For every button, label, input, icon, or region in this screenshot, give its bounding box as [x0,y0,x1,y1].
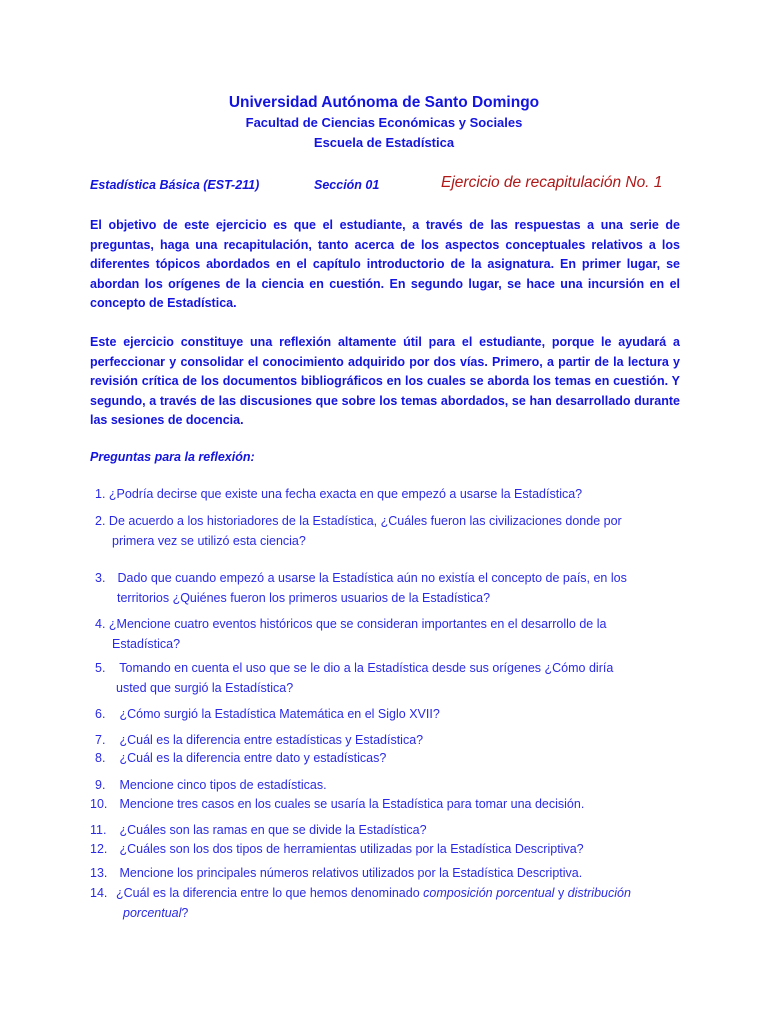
question-text-connector: y [554,886,568,900]
question-item-2 [95,512,685,551]
question-text: Tomando en cuenta el uso que se le dio a la Estadística desde sus orígenes ¿Cómo diría [119,661,614,675]
document-header [0,93,768,153]
question-text: ¿Cuál es la diferencia entre estadísticas y Estadística? [119,733,424,747]
question-item-14 [90,884,680,923]
question-number: 4. [95,617,106,631]
course-line [90,174,690,196]
question-number: 10. [90,797,108,811]
question-item-8 [95,749,685,769]
question-text: ¿Cómo surgió la Estadística Matemática en el Siglo XVII? [119,707,440,721]
question-number: 8. [95,751,106,765]
reflection-paragraph: Este ejercicio constituye una reflexión altamente útil para el estudiante, porque le ayudará a perfeccionar y consolidar el conocimiento adquirido por dos vías. Primero, a partir de la lectura y revisión crítica de los documentos bibliográficos en los cuales se aborda los temas en cuestión. Y segundo, a través de las discusiones que sobre los temas abordados, se han desarrollado durante las sesiones de docencia. [90,335,680,427]
question-item-4 [95,615,685,654]
question-mark: ? [181,905,189,920]
question-text-continuation: Estadística? [112,636,181,651]
faculty-name: Facultad de Ciencias Económicas y Sociales [245,115,523,130]
question-number: 12. [90,842,108,856]
question-text: De acuerdo a los historiadores de la Estadística, ¿Cuáles fueron las civilizaciones donde por [108,514,622,528]
question-item-11 [90,821,680,841]
question-text: ¿Cuál es la diferencia entre lo que hemos denominado [116,886,424,900]
question-text: ¿Cuál es la diferencia entre dato y estadísticas? [119,751,387,765]
section-label: Sección 01 [314,178,380,192]
question-number: 6. [95,707,106,721]
question-item-3 [95,569,685,608]
question-text: Mencione tres casos en los cuales se usaría la Estadística para tomar una decisión. [119,797,585,811]
question-number: 7. [95,733,106,747]
question-text-continuation: territorios ¿Quiénes fueron los primeros usuarios de la Estadística? [117,590,491,605]
question-item-7 [95,731,685,751]
question-text: Mencione los principales números relativos utilizados por la Estadística Descriptiva. [119,866,583,880]
exercise-title: Ejercicio de recapitulación No. 1 [441,174,663,191]
question-term-composition: composición porcentual [423,886,555,900]
question-item-10 [90,795,680,815]
question-number: 2. [95,514,106,528]
question-item-5 [95,659,685,698]
question-text: ¿Cuáles son los dos tipos de herramientas utilizadas por la Estadística Descriptiva? [119,842,584,856]
question-item-1 [95,485,685,505]
question-number: 1. [95,487,106,501]
question-number: 3. [95,571,106,585]
question-text-continuation [90,904,680,924]
question-text: ¿Cuáles son las ramas en que se divide la Estadística? [119,823,427,837]
questions-heading: Preguntas para la reflexión: [90,450,255,464]
question-number: 13. [90,866,108,880]
question-text-continuation: usted que surgió la Estadística? [116,680,294,695]
school-name: Escuela de Estadística [313,135,455,150]
question-number: 5. [95,661,106,675]
question-item-13 [90,864,680,884]
course-name: Estadística Básica (EST-211) [90,178,260,192]
objective-paragraph: El objetivo de este ejercicio es que el estudiante, a través de las respuestas a una serie de preguntas, haga una recapitulación, tanto acerca de los aspectos conceptuales relativos a los diferentes tópicos abordados en el capítulo introductorio de la asignatura. En primer lugar, se abordan los orígenes de la ciencia en cuestión. En segundo lugar, se hace una incursión en el concepto de Estadística. [90,218,680,310]
question-text: ¿Mencione cuatro eventos históricos que se consideran importantes en el desarrollo de la [108,617,607,631]
question-term-percentual: porcentual [123,905,182,920]
question-text: Dado que cuando empezó a usarse la Estadística aún no existía el concepto de país, en los [117,571,627,585]
question-number: 14. [90,886,108,900]
question-item-6 [95,705,685,725]
question-number: 9. [95,778,106,792]
question-term-distribution: distribución [567,886,631,900]
question-number: 11. [90,823,107,837]
question-item-9 [95,776,685,796]
question-text: ¿Podría decirse que existe una fecha exacta en que empezó a usarse la Estadística? [108,487,583,501]
question-text-continuation: primera vez se utilizó esta ciencia? [112,533,306,548]
university-name: Universidad Autónoma de Santo Domingo [228,94,540,111]
question-item-12 [90,840,680,860]
question-text: Mencione cinco tipos de estadísticas. [119,778,327,792]
